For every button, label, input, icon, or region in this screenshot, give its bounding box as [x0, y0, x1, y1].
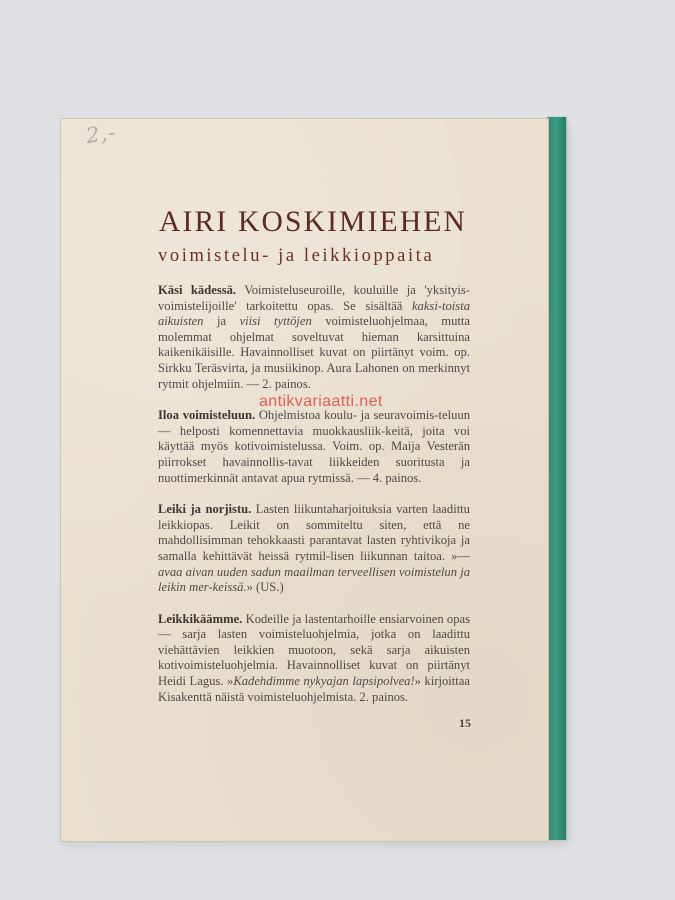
- entry-heading: Käsi kädessä.: [158, 283, 237, 297]
- entry-italic-text: Kadehdimme nykyajan lapsipolvea!: [233, 674, 415, 689]
- entry-text: voimisteluohjelmaa, mutta molemmat ohjelmat soveltuvat hieman karsittuina kaikenikäisille. Havainnolliset kuvat on piirtänyt voim. op. Sirkku Teräsvirta, ja musiikinop. Aura Lahonen on merkinnyt rytmit ohjelmiin. — 2. painos.: [158, 314, 470, 391]
- watermark-link[interactable]: antikvariaatti.net: [259, 393, 383, 410]
- entry-italic-text: kaksi-toista aikuisten: [158, 298, 470, 329]
- entry-heading: Leikkikäämme.: [158, 611, 243, 626]
- book-entry-iloa-voimisteluun: [158, 408, 470, 486]
- entry-italic-text: viisi tyttöjen: [239, 314, 312, 329]
- book-entry-leiki-ja-norjistu: [158, 502, 470, 596]
- entry-heading: Leiki ja norjistu.: [158, 502, 252, 517]
- entry-text: » (US.): [246, 580, 284, 595]
- cover-title: AIRI KOSKIMIEHEN: [159, 206, 468, 238]
- entry-text: Kodeille ja lastentarhoille ensiarvoinen opas — sarja lasten voimisteluohjelmia, jotka on laadittu viehättävien leikkien muotoon, sekä sarja aikuisten kotivoimisteluohjelmia. Havainnolliset kuvat on piirtänyt Heidi Lagus. »: [158, 611, 470, 689]
- cover-subtitle: voimistelu- ja leikkioppaita: [158, 246, 435, 266]
- handwritten-price-mark: 2,-: [84, 120, 118, 148]
- entry-italic-text: avaa aivan uuden sadun maailman terveellisen voimistelun ja leikin mer-keissä.: [158, 564, 470, 595]
- entry-text: » kirjoittaa Kisakenttä näistä voimisteluohjelmista. 2. painos.: [158, 674, 470, 704]
- book-entry-leikkikaamme: [158, 612, 470, 706]
- entry-text: Lasten liikuntaharjoituksia varten laadittu leikkiopas. Leikit on sommiteltu siten, että ne mahdollisimman tehokkaasti parantavat lasten ryhtivikoja ja samalla kehittävät heissä rytmil-lisen liikunnan taitoa. »—: [158, 502, 470, 563]
- entry-text: ja: [203, 314, 240, 329]
- book-list: [158, 283, 470, 721]
- page-number: 15: [459, 716, 471, 730]
- entry-heading: Iloa voimisteluun.: [158, 408, 256, 423]
- entry-text: Voimisteluseuroille, kouluille ja 'yksityis-voimistelijoille' tarkoitettu opas. Se sisältää: [158, 283, 470, 313]
- book-entry-kasi-kadessa: [158, 283, 470, 392]
- entry-text: Ohjelmistoa koulu- ja seuravoimis-teluun — helposti komennettavia muokkausliik-keitä, joita voi käyttää myös kotivoimistelussa. Voim. op. Maija Vesterän piirrokset havainnollis-tavat liikkeiden suoritusta ja nuottimerkinnät antavat apua rytmissä. — 4. painos.: [158, 408, 470, 485]
- book-spine-edge: [547, 117, 566, 840]
